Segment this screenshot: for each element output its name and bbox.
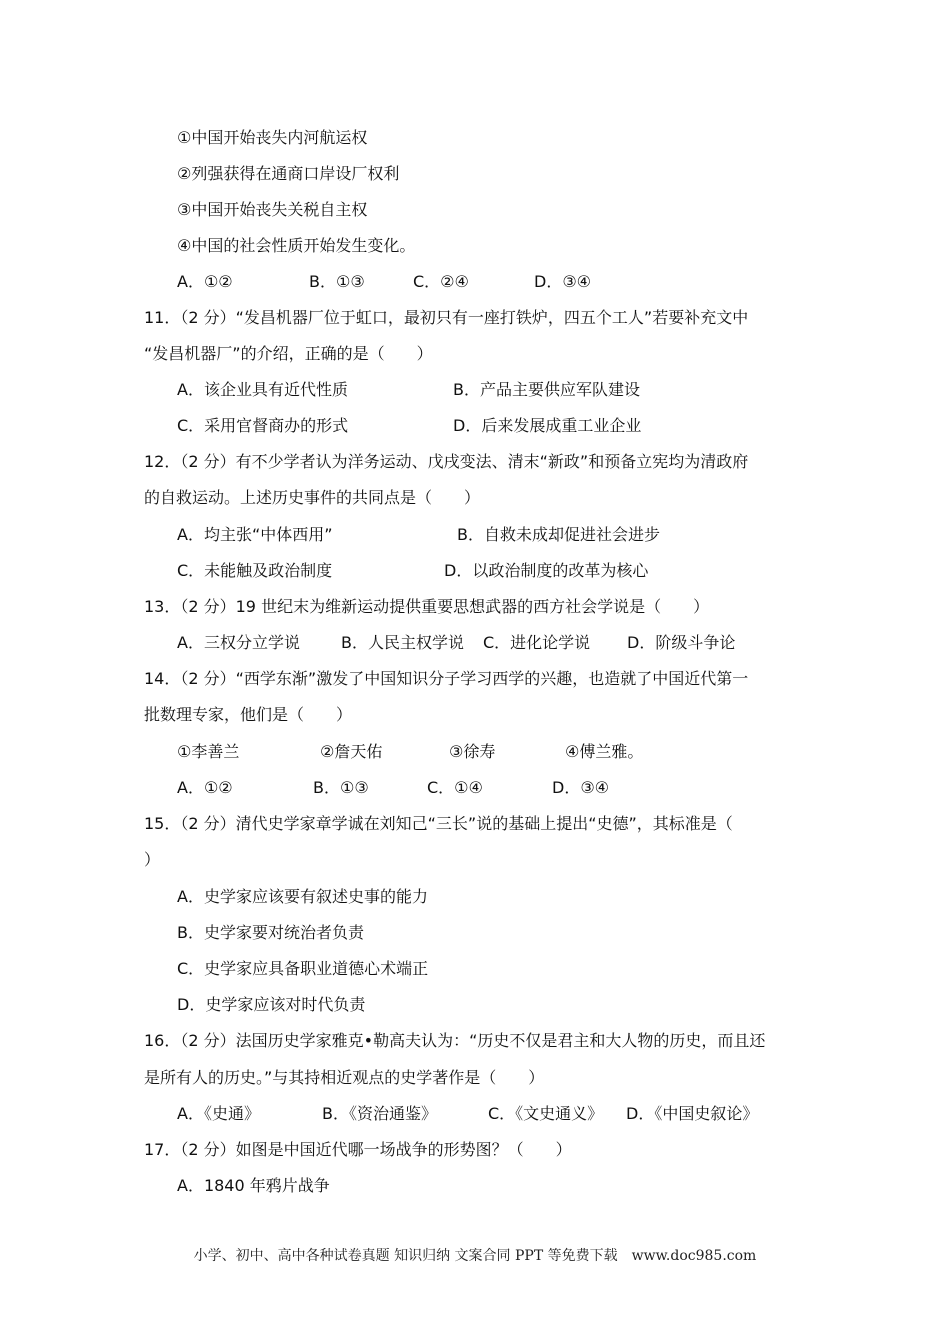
q14-item-2: ②詹天佑 — [320, 742, 383, 761]
q14-option-b: B．①③ — [313, 778, 369, 797]
q11-option-d: D．后来发展成重工业企业 — [453, 416, 642, 435]
q11-option-c: C．采用官督商办的形式 — [177, 416, 349, 435]
q14-stem-line1: 14．（2 分）“西学东渐”激发了中国知识分子学习西学的兴趣，也造就了中国近代第一 — [144, 669, 749, 688]
q10-item-2: ②列强获得在通商口岸设厂权利 — [177, 164, 400, 183]
q17-option-a: A．1840 年鸦片战争 — [177, 1176, 330, 1195]
q15-option-b: B．史学家要对统治者负责 — [177, 923, 364, 942]
q10-option-b: B．①③ — [309, 272, 365, 291]
q15-stem-line2: ） — [144, 850, 161, 869]
q12-option-c: C．未能触及政治制度 — [177, 561, 333, 580]
q11-stem-line2: “发昌机器厂”的介绍，正确的是（ ） — [144, 344, 433, 363]
q10-option-d: D．③④ — [534, 272, 592, 291]
q14-item-1: ①李善兰 — [177, 742, 240, 761]
q11-option-b: B．产品主要供应军队建设 — [453, 380, 640, 399]
q17-stem: 17．（2 分）如图是中国近代哪一场战争的形势图？（ ） — [144, 1140, 572, 1159]
q16-option-b: B．《资治通鉴》 — [322, 1104, 437, 1123]
q13-option-a: A．三权分立学说 — [177, 633, 300, 652]
q10-item-1: ①中国开始丧失内河航运权 — [177, 128, 368, 147]
q16-option-a: A．《史通》 — [177, 1104, 260, 1123]
q14-option-a: A．①② — [177, 778, 233, 797]
q13-option-d: D．阶级斗争论 — [627, 633, 736, 652]
q10-item-3: ③中国开始丧失关税自主权 — [177, 200, 368, 219]
q16-stem-line1: 16．（2 分）法国历史学家雅克•勒高夫认为：“历史不仅是君主和大人物的历史，而且还 — [144, 1031, 766, 1050]
q16-option-d: D．《中国史叙论》 — [626, 1104, 759, 1123]
q15-option-a: A．史学家应该要有叙述史事的能力 — [177, 887, 428, 906]
q10-option-a: A．①② — [177, 272, 233, 291]
q14-stem-line2: 批数理专家，他们是（ ） — [144, 705, 353, 724]
q15-stem-line1: 15．（2 分）清代史学家章学诚在刘知己“三长”说的基础上提出“史德”，其标准是（ — [144, 814, 733, 833]
q13-option-b: B．人民主权学说 — [341, 633, 464, 652]
q12-stem-line1: 12．（2 分）有不少学者认为洋务运动、戊戌变法、清末“新政”和预备立宪均为清政府 — [144, 452, 749, 471]
q16-stem-line2: 是所有人的历史。”与其持相近观点的史学著作是（ ） — [144, 1068, 545, 1087]
q13-stem: 13．（2 分）19 世纪末为维新运动提供重要思想武器的西方社会学说是（ ） — [144, 597, 710, 616]
q11-option-a: A．该企业具有近代性质 — [177, 380, 348, 399]
page-footer: 小学、初中、高中各种试卷真题 知识归纳 文案合同 PPT 等免费下载 www.doc985.com — [193, 1248, 757, 1264]
q16-option-c: C．《文史通义》 — [488, 1104, 604, 1123]
q13-option-c: C．进化论学说 — [483, 633, 591, 652]
q12-option-d: D．以政治制度的改革为核心 — [444, 561, 649, 580]
q14-item-3: ③徐寿 — [449, 742, 496, 761]
q15-option-c: C．史学家应具备职业道德心术端正 — [177, 959, 429, 978]
q14-item-4: ④傅兰雅。 — [565, 742, 644, 761]
q10-item-4: ④中国的社会性质开始发生变化。 — [177, 236, 416, 255]
q12-stem-line2: 的自救运动。上述历史事件的共同点是（ ） — [144, 488, 481, 507]
q12-option-b: B．自救未成却促进社会进步 — [457, 525, 660, 544]
q14-option-c: C．①④ — [427, 778, 483, 797]
q10-option-c: C．②④ — [413, 272, 469, 291]
q14-option-d: D．③④ — [552, 778, 610, 797]
q15-option-d: D．史学家应该对时代负责 — [177, 995, 366, 1014]
q11-stem-line1: 11．（2 分）“发昌机器厂位于虹口，最初只有一座打铁炉，四五个工人”若要补充文中 — [144, 308, 749, 327]
q12-option-a: A．均主张“中体西用” — [177, 525, 333, 544]
